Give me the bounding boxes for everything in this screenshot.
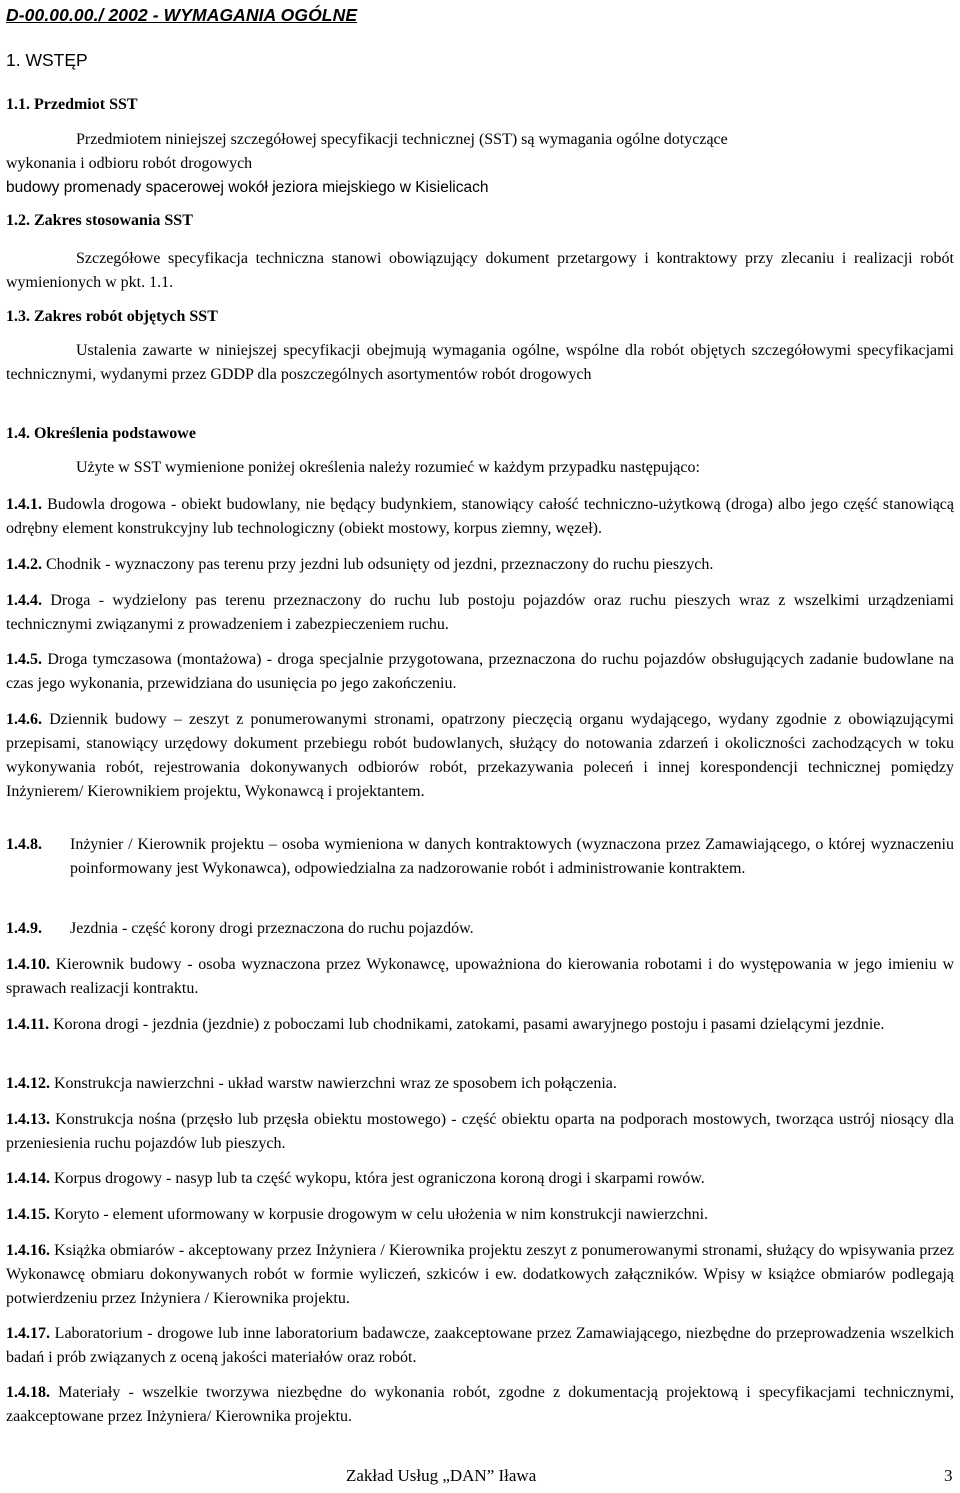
section-1-1-line1: Przedmiotem niniejszej szczegółowej specyfikacji technicznej (SST) są wymagania ogólne dotyczące bbox=[76, 131, 728, 148]
definition-item: 1.4.13. Konstrukcja nośna (przęsło lub przęsła obiektu mostowego) - część obiektu oparta na podporach mostowych, tworząca ustrój niosący dla przeniesienia ruchu pojazdów lub pieszych. bbox=[6, 1111, 954, 1152]
section-1-1-line3: budowy promenady spacerowej wokół jeziora miejskiego w Kisielicach bbox=[6, 179, 489, 196]
heading-wstep: 1. WSTĘP bbox=[6, 50, 88, 70]
definition-item: 1.4.12. Konstrukcja nawierzchni - układ warstw nawierzchni wraz ze sposobem ich połączenia. bbox=[6, 1075, 617, 1092]
definition-item: 1.4.4. Droga - wydzielony pas terenu przeznaczony do ruchu lub postoju pojazdów oraz ruchu pieszych wraz z wszelkimi urządzeniami technicznymi związanymi z prowadzeniem i zabezpieczeniem ruchu. bbox=[6, 592, 954, 633]
section-1-2-title: 1.2. Zakres stosowania SST bbox=[6, 212, 193, 229]
definition-item: 1.4.2. Chodnik - wyznaczony pas terenu przy jezdni lub odsunięty od jezdni, przeznaczony do ruchu pieszych. bbox=[6, 556, 714, 573]
definition-item: 1.4.11. Korona drogi - jezdnia (jezdnie) z poboczami lub chodnikami, zatokami, pasami awaryjnego postoju i pasami dzielącymi jezdnie. bbox=[6, 1016, 885, 1033]
section-1-1-line2: wykonania i odbioru robót drogowych bbox=[6, 155, 253, 172]
footer-company: Zakład Usług „DAN” Iława bbox=[346, 1466, 537, 1485]
section-1-4-intro: Użyte w SST wymienione poniżej określenia należy rozumieć w każdym przypadku następująco: bbox=[76, 459, 700, 476]
definition-item: 1.4.5. Droga tymczasowa (montażowa) - droga specjalnie przygotowana, przeznaczona do ruchu pojazdów obsługujących zadanie budowlane na czas jego wykonania, przewidziana do usunięcia po jego zakończeniu. bbox=[6, 651, 954, 692]
definition-item: 1.4.18. Materiały - wszelkie tworzywa niezbędne do wykonania robót, zgodne z dokumentacją projektową i specyfikacjami technicznymi, zaakceptowane przez Inżyniera/ Kierownika projektu. bbox=[6, 1384, 954, 1425]
section-1-1-title: 1.1. Przedmiot SST bbox=[6, 96, 138, 113]
definition-item: 1.4.10. Kierownik budowy - osoba wyznaczona przez Wykonawcę, upoważniona do kierowania robotami i do występowania w jego imieniu w sprawach realizacji kontraktu. bbox=[6, 956, 954, 997]
section-1-4-title: 1.4. Określenia podstawowe bbox=[6, 425, 196, 442]
definition-item: 1.4.17. Laboratorium - drogowe lub inne laboratorium badawcze, zaakceptowane przez Zamawiającego, niezbędne do przeprowadzenia wszelkich badań i prób związanych z oceną jakości materiałów oraz robót. bbox=[6, 1325, 954, 1366]
section-1-2-text: Szczegółowe specyfikacja techniczna stanowi obowiązujący dokument przetargowy i kontraktowy przy zlecaniu i realizacji robót wymienionych w pkt. 1.1. bbox=[6, 250, 954, 291]
definition-item: 1.4.1. Budowla drogowa - obiekt budowlany, nie będący budynkiem, stanowiący całość techniczno-użytkową (droga) albo jego część stanowiącą odrębny element konstrukcyjny lub technologiczny (obiekt mostowy, korpus ziemny, węzeł). bbox=[6, 496, 954, 537]
definition-item: 1.4.6. Dziennik budowy – zeszyt z ponumerowanymi stronami, opatrzony pieczęcią organu wydającego, wydany zgodnie z obowiązującymi przepisami, stanowiący urzędowy dokument przebiegu robót budowlanych, służący do notowania zdarzeń i okoliczności zachodzących w toku wykonywania robót, rejestrowania dokonywanych odbiorów robót, przekazywania poleceń i innej korespondencji technicznej pomiędzy Inżynierem/ Kierownikiem projektu, Wykonawcą i projektantem. bbox=[6, 711, 954, 800]
definition-item-hanging: 1.4.9. Jezdnia - część korony drogi przeznaczona do ruchu pojazdów. bbox=[6, 920, 474, 937]
definition-item: 1.4.16. Książka obmiarów - akceptowany przez Inżyniera / Kierownika projektu zeszyt z ponumerowanymi stronami, służący do wpisywania przez Wykonawcę obmiaru dokonywanych robót w formie wyliczeń, szkiców i ew. dodatkowych załączników. Wpisy w książce obmiarów podlegają potwierdzeniu przez Inżyniera / Kierownika projektu. bbox=[6, 1242, 954, 1307]
definition-item-hanging: 1.4.8. Inżynier / Kierownik projektu – osoba wymieniona w danych kontraktowych (wyznaczona przez Zamawiającego, o której wyznaczeniu poinformowany jest Wykonawca), odpowiedzialna za nadzorowanie robót i administrowanie kontraktem. bbox=[6, 836, 954, 877]
section-1-3-text: Ustalenia zawarte w niniejszej specyfikacji obejmują wymagania ogólne, wspólne dla robót objętych szczegółowymi specyfikacjami technicznymi, wydanymi przez GDDP dla poszczególnych asortymentów robót drogowych bbox=[6, 342, 954, 383]
definition-item: 1.4.15. Koryto - element uformowany w korpusie drogowym w celu ułożenia w nim konstrukcji nawierzchni. bbox=[6, 1206, 709, 1223]
page-number: 3 bbox=[944, 1466, 953, 1485]
definition-item: 1.4.14. Korpus drogowy - nasyp lub ta część wykopu, która jest ograniczona koroną drogi i skarpami rowów. bbox=[6, 1170, 705, 1187]
document-header: D-00.00.00./ 2002 - WYMAGANIA OGÓLNE bbox=[6, 5, 358, 25]
section-1-3-title: 1.3. Zakres robót objętych SST bbox=[6, 308, 218, 325]
